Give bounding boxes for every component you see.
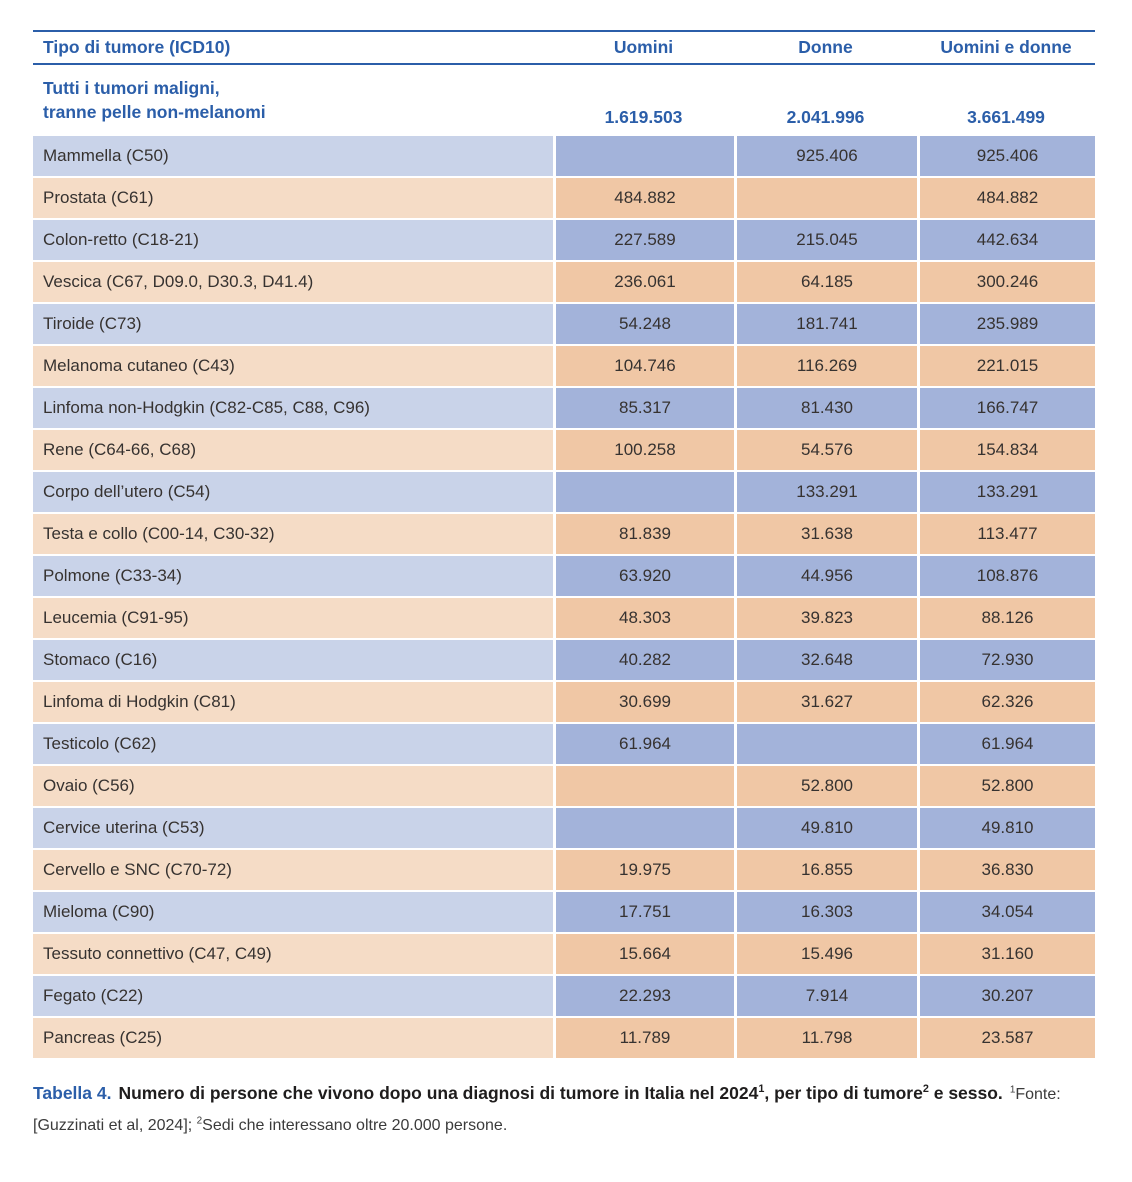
uomini-e-donne-value-cell: 235.989 [917,304,1095,344]
column-header-tipo-di-tumore: Tipo di tumore (ICD10) [43,37,231,57]
table-row [33,304,1095,344]
footnote-1-text: Fonte: [Guzzinati et al, 2024]; [33,1086,1061,1134]
total-uomini-value: 1.619.503 [604,107,683,127]
table-row [33,724,1095,764]
column-header-uomini: Uomini [613,37,674,57]
uomini-value-cell: 236.061 [553,262,734,302]
donne-value-cell: 31.627 [734,682,917,722]
row-label-cell: Pancreas (C25) [33,1018,553,1058]
uomini-value-cell: 48.303 [553,598,734,638]
footnote-2-marker: 2 [196,1115,203,1127]
caption-superscript-1: 1 [758,1083,765,1096]
total-row-label-line2: tranne pelle non-melanomi [43,102,266,122]
uomini-value-cell: 100.258 [553,430,734,470]
donne-value-cell: 54.576 [734,430,917,470]
uomini-e-donne-value-cell: 221.015 [917,346,1095,386]
table-row [33,892,1095,932]
uomini-value-cell [553,472,734,512]
donne-value-cell: 81.430 [734,388,917,428]
table-row [33,976,1095,1016]
row-label-cell: Testicolo (C62) [33,724,553,764]
footnote-2-text: Sedi che interessano oltre 20.000 persone. [202,1116,508,1134]
donne-value-cell: 116.269 [734,346,917,386]
total-donne-value: 2.041.996 [786,107,865,127]
uomini-value-cell: 19.975 [553,850,734,890]
uomini-value-cell: 30.699 [553,682,734,722]
uomini-e-donne-value-cell: 34.054 [917,892,1095,932]
uomini-e-donne-value-cell: 113.477 [917,514,1095,554]
row-label-cell: Stomaco (C16) [33,640,553,680]
uomini-value-cell [553,136,734,176]
uomini-e-donne-value-cell: 30.207 [917,976,1095,1016]
donne-value-cell: 16.855 [734,850,917,890]
uomini-value-cell: 22.293 [553,976,734,1016]
row-label-cell: Testa e collo (C00-14, C30-32) [33,514,553,554]
row-label-cell: Linfoma di Hodgkin (C81) [33,682,553,722]
table-row [33,514,1095,554]
table-row [33,346,1095,386]
uomini-e-donne-value-cell: 108.876 [917,556,1095,596]
uomini-e-donne-value-cell: 61.964 [917,724,1095,764]
uomini-e-donne-value-cell: 72.930 [917,640,1095,680]
table-row [33,220,1095,260]
total-row-label [33,65,553,136]
table-row [33,556,1095,596]
donne-value-cell: 15.496 [734,934,917,974]
table-row [33,934,1095,974]
uomini-e-donne-value-cell: 62.326 [917,682,1095,722]
total-uomini-e-donne-value: 3.661.499 [967,107,1045,127]
donne-value-cell: 181.741 [734,304,917,344]
uomini-e-donne-value-cell: 166.747 [917,388,1095,428]
uomini-e-donne-value-cell: 23.587 [917,1018,1095,1058]
caption-text: Numero di persone che vivono dopo una diagnosi di tumore in Italia nel 2024 [118,1083,759,1103]
table-row [33,136,1095,176]
uomini-value-cell: 15.664 [553,934,734,974]
table-row [33,430,1095,470]
row-label-cell: Cervello e SNC (C70-72) [33,850,553,890]
donne-value-cell: 925.406 [734,136,917,176]
table-row [33,1018,1095,1058]
donne-value-cell: 31.638 [734,514,917,554]
uomini-e-donne-value-cell: 31.160 [917,934,1095,974]
table-row [33,472,1095,512]
column-header-uomini-e-donne: Uomini e donne [940,37,1072,57]
uomini-e-donne-value-cell: 484.882 [917,178,1095,218]
donne-value-cell [734,724,917,764]
row-label-cell: Linfoma non-Hodgkin (C82-C85, C88, C96) [33,388,553,428]
uomini-value-cell: 40.282 [553,640,734,680]
uomini-value-cell: 63.920 [553,556,734,596]
row-label-cell: Mammella (C50) [33,136,553,176]
table-row [33,850,1095,890]
donne-value-cell: 52.800 [734,766,917,806]
uomini-value-cell: 85.317 [553,388,734,428]
table-header [33,30,1095,65]
row-label-cell: Cervice uterina (C53) [33,808,553,848]
table-body [33,136,1095,1058]
uomini-value-cell: 54.248 [553,304,734,344]
donne-value-cell [734,178,917,218]
table-row [33,640,1095,680]
total-row [33,65,1095,136]
uomini-e-donne-value-cell: 52.800 [917,766,1095,806]
row-label-cell: Corpo dell’utero (C54) [33,472,553,512]
table-row [33,598,1095,638]
row-label-cell: Vescica (C67, D09.0, D30.3, D41.4) [33,262,553,302]
uomini-value-cell: 484.882 [553,178,734,218]
donne-value-cell: 39.823 [734,598,917,638]
uomini-e-donne-value-cell: 300.246 [917,262,1095,302]
uomini-value-cell: 17.751 [553,892,734,932]
row-label-cell: Ovaio (C56) [33,766,553,806]
row-label-cell: Fegato (C22) [33,976,553,1016]
prevalence-table [33,30,1095,1058]
uomini-value-cell [553,766,734,806]
uomini-e-donne-value-cell: 133.291 [917,472,1095,512]
uomini-value-cell: 81.839 [553,514,734,554]
uomini-value-cell: 227.589 [553,220,734,260]
uomini-e-donne-value-cell: 154.834 [917,430,1095,470]
donne-value-cell: 7.914 [734,976,917,1016]
caption-table-number: Tabella 4. [33,1083,112,1103]
donne-value-cell: 44.956 [734,556,917,596]
donne-value-cell: 215.045 [734,220,917,260]
table-row [33,388,1095,428]
uomini-value-cell [553,808,734,848]
caption-superscript-2: 2 [922,1083,929,1096]
table-row [33,682,1095,722]
uomini-e-donne-value-cell: 36.830 [917,850,1095,890]
donne-value-cell: 133.291 [734,472,917,512]
uomini-e-donne-value-cell: 442.634 [917,220,1095,260]
uomini-e-donne-value-cell: 49.810 [917,808,1095,848]
table-caption [33,1078,1099,1139]
row-label-cell: Mieloma (C90) [33,892,553,932]
uomini-value-cell: 104.746 [553,346,734,386]
donne-value-cell: 16.303 [734,892,917,932]
row-label-cell: Tessuto connettivo (C47, C49) [33,934,553,974]
table-row [33,766,1095,806]
caption-text-2: , per tipo di tumore [764,1083,923,1103]
table-row [33,808,1095,848]
footnote-1-marker: 1 [1009,1084,1016,1096]
table-row [33,262,1095,302]
caption-text-3: e sesso. [928,1083,1003,1103]
uomini-e-donne-value-cell: 88.126 [917,598,1095,638]
row-label-cell: Rene (C64-66, C68) [33,430,553,470]
uomini-value-cell: 11.789 [553,1018,734,1058]
column-header-donne: Donne [798,37,853,57]
row-label-cell: Prostata (C61) [33,178,553,218]
donne-value-cell: 32.648 [734,640,917,680]
donne-value-cell: 11.798 [734,1018,917,1058]
row-label-cell: Tiroide (C73) [33,304,553,344]
donne-value-cell: 49.810 [734,808,917,848]
row-label-cell: Leucemia (C91-95) [33,598,553,638]
donne-value-cell: 64.185 [734,262,917,302]
uomini-e-donne-value-cell: 925.406 [917,136,1095,176]
row-label-cell: Colon-retto (C18-21) [33,220,553,260]
total-row-label-line1: Tutti i tumori maligni, [43,78,220,98]
row-label-cell: Melanoma cutaneo (C43) [33,346,553,386]
row-label-cell: Polmone (C33-34) [33,556,553,596]
table-row [33,178,1095,218]
uomini-value-cell: 61.964 [553,724,734,764]
